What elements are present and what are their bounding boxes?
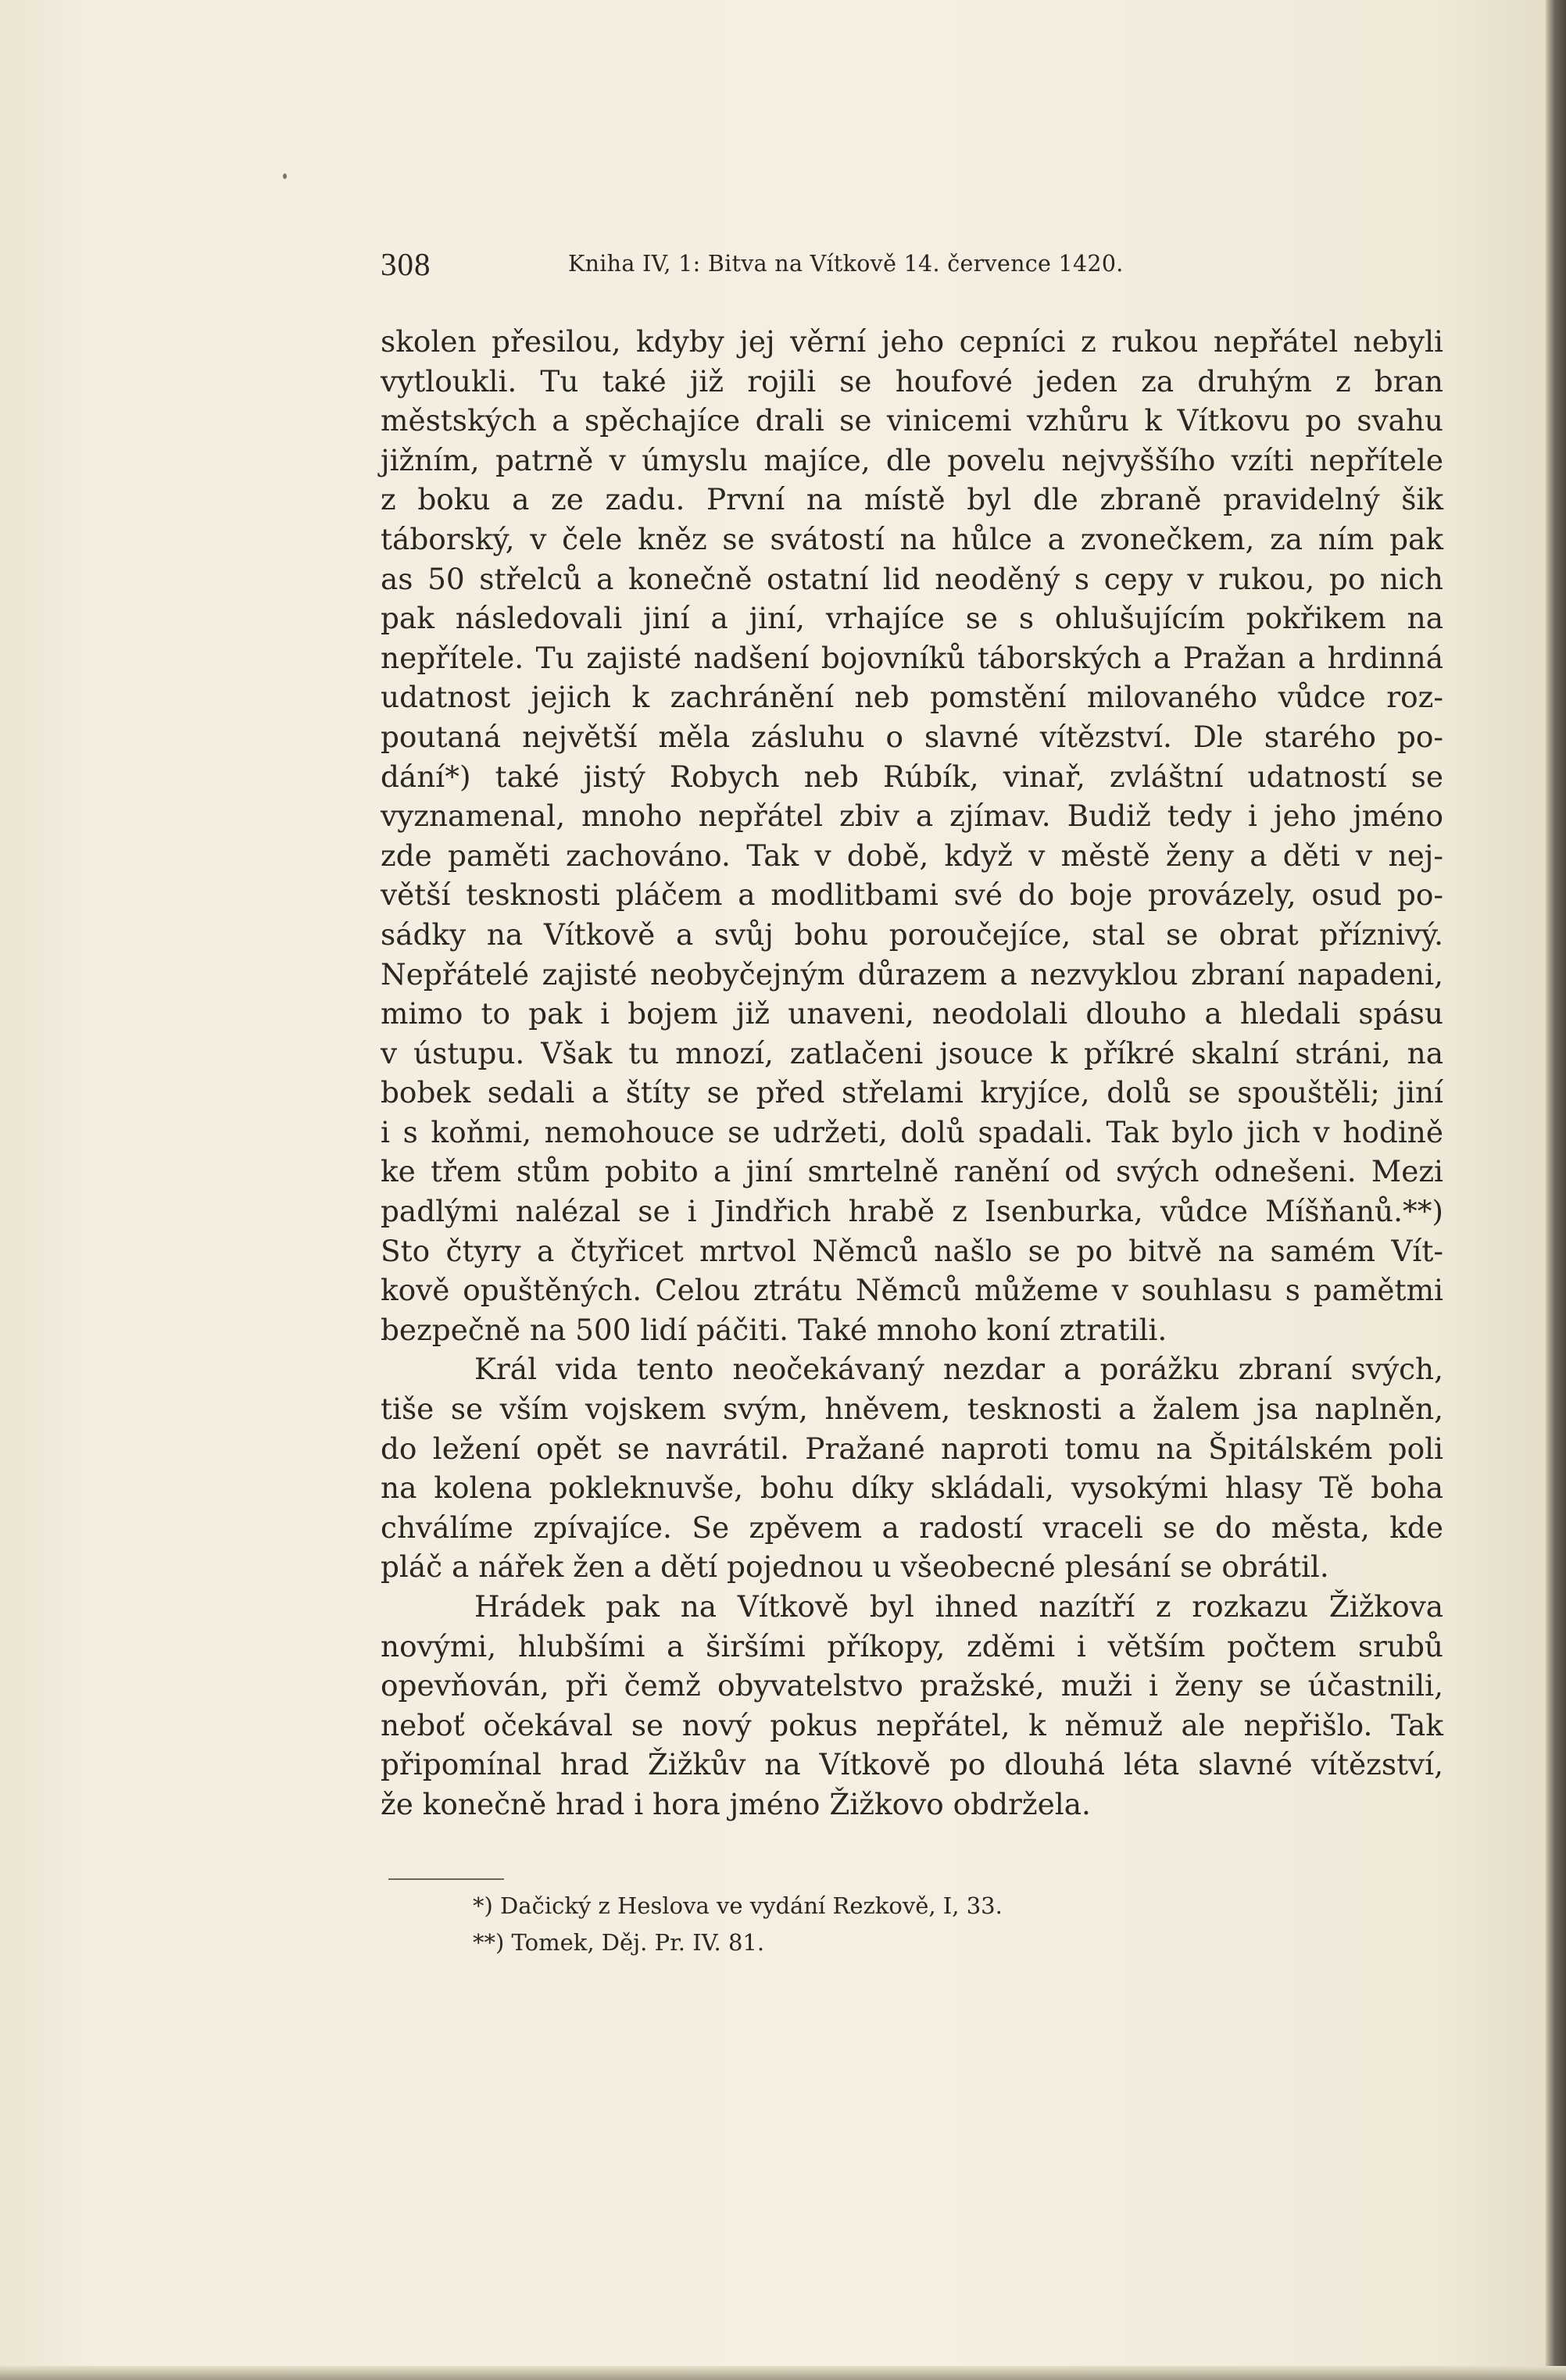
text-line: opevňován, při čemž obyvatelstvo pražské, muži i ženy se účastnili, [381,1668,1443,1703]
text-line: jižním, patrně v úmyslu majíce, dle povelu nejvyššího vzíti nepřítele [381,442,1443,477]
text-line: že konečně hrad i hora jméno Žižkovo obdržela. [381,1786,1091,1821]
text-line: mimo to pak i bojem již unaveni, neodolali dlouho a hledali spásu [381,996,1443,1031]
text-line: kově opuštěných. Celou ztrátu Němců můžeme v souhlasu s pamětmi [381,1273,1443,1308]
footnote-2: **) Tomek, Děj. Pr. IV. 81. [473,1929,765,1956]
text-line: tiše se vším vojskem svým, hněvem, tesknosti a žalem jsa naplněn, [381,1392,1443,1427]
text-line: i s koňmi, nemohouce se udržeti, dolů spadali. Tak bylo jich v hodině [381,1114,1443,1149]
text-line: městských a spěchajíce drali se vinicemi vzhůru k Vítkovu po svahu [381,403,1443,438]
footnote-divider [388,1878,504,1880]
text-line: v ústupu. Však tu mnozí, zatlačeni jsouce k příkré skalní stráni, na [381,1035,1443,1070]
text-line: pláč a nářek žen a dětí pojednou u všeobecné plesání se obrátil. [381,1549,1329,1585]
text-line: Král vida tento neočekávaný nezdar a porážku zbraní svých, [474,1352,1443,1387]
text-line: padlými nalézal se i Jindřich hrabě z Isenburka, vůdce Míšňanů.**) [381,1194,1443,1229]
text-line: neboť očekával se nový pokus nepřátel, k němuž ale nepřišlo. Tak [381,1707,1443,1742]
paragraph-1 [381,322,1443,1349]
text-line: z boku a ze zadu. První na místě byl dle zbraně pravidelný šik [381,482,1443,517]
text-line: sádky na Vítkově a svůj bohu poroučejíce, stal se obrat příznivý. [381,917,1443,952]
text-line: chválíme zpívajíce. Se zpěvem a radostí vraceli se do města, kde [381,1510,1443,1545]
text-line: na kolena pokleknuvše, bohu díky skládali, vysokými hlasy Tě boha [381,1471,1443,1506]
text-line: bezpečně na 500 lidí páčiti. Také mnoho koní ztratili. [381,1312,1167,1347]
text-line: vytloukli. Tu také již rojili se houfové jeden za druhým z bran [381,363,1443,398]
body-text [381,322,1443,1824]
paper-speck [283,173,287,179]
text-line: připomínal hrad Žižkův na Vítkově po dlouhá léta slavné vítězství, [381,1747,1443,1782]
page-header [381,244,1357,284]
text-line: Hrádek pak na Vítkově byl ihned nazítří z rozkazu Žižkova [474,1589,1443,1624]
paragraph-2 [381,1349,1443,1587]
text-line: nepřítele. Tu zajisté nadšení bojovníků táborských a Pražan a hrdinná [381,640,1443,675]
text-line: Nepřátelé zajisté neobyčejným důrazem a nezvyklou zbraní napadeni, [381,956,1443,992]
book-binding-edge [1546,0,1566,2380]
text-line: vyznamenal, mnoho nepřátel zbiv a zjímav. Budiž tedy i jeho jméno [381,799,1443,834]
text-line: pak následovali jiní a jiní, vrhajíce se s ohlušujícím pokřikem na [381,601,1443,636]
page-number: 308 [381,246,431,282]
running-head: Kniha IV, 1: Bitva na Vítkově 14. července 1420. [568,251,1124,277]
text-line: novými, hlubšími a širšími příkopy, zděmi i větším počtem srubů [381,1628,1443,1663]
text-line: bobek sedali a štíty se před střelami kryjíce, dolů se spouštěli; jiní [381,1075,1443,1110]
text-line: poutaná největší měla zásluhu o slavné vítězství. Dle starého po- [381,719,1443,754]
footnotes [473,1888,1003,1961]
text-line: udatnost jejich k zachránění neb pomstění milovaného vůdce roz- [381,680,1443,715]
text-line: větší tesknosti pláčem a modlitbami své do boje provázely, osud po- [381,877,1443,913]
text-line: ke třem stům pobito a jiní smrtelně ranění od svých odnešeni. Mezi [381,1154,1443,1189]
paragraph-3 [381,1587,1443,1824]
text-line: dání*) také jistý Robych neb Rúbík, vinař, zvláštní udatností se [381,759,1443,794]
text-line: do ležení opět se navrátil. Pražané naproti tomu na Špitálském poli [381,1431,1443,1466]
text-line: zde paměti zachováno. Tak v době, když v městě ženy a děti v nej- [381,838,1443,873]
text-line: skolen přesilou, kdyby jej věrní jeho cepníci z rukou nepřátel nebyli [381,324,1443,359]
text-line: táborský, v čele kněz se svátostí na hůlce a zvonečkem, za ním pak [381,521,1443,556]
text-line: as 50 střelců a konečně ostatní lid neoděný s cepy v rukou, po nich [381,561,1443,596]
text-line: Sto čtyry a čtyřicet mrtvol Němců našlo se po bitvě na samém Vít- [381,1233,1443,1268]
footnote-1: *) Dačický z Heslova ve vydání Rezkově, I, 33. [473,1892,1003,1919]
page-bottom-edge [0,2366,1566,2380]
